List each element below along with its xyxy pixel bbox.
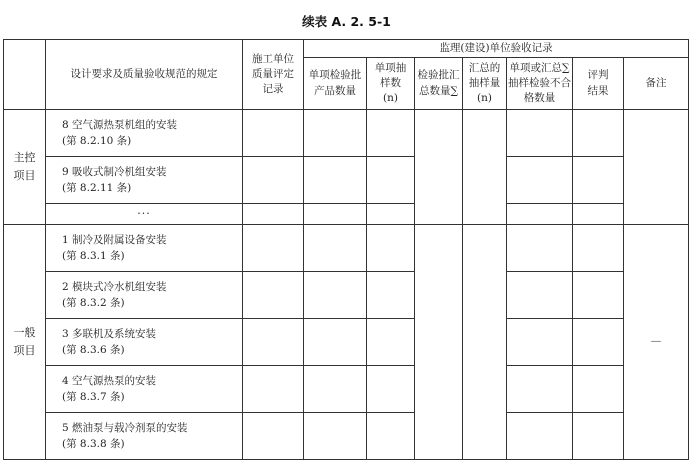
cell-contractor-eval[interactable]: [243, 366, 304, 413]
cell-contractor-eval[interactable]: [243, 157, 304, 204]
header-evaluation-result: 评判结果: [573, 58, 624, 110]
cell-unqualified-qty[interactable]: [507, 272, 573, 319]
cell-unqualified-qty[interactable]: [507, 204, 573, 225]
cell-contractor-eval[interactable]: [243, 110, 304, 157]
item-general-2: 2 模块式冷水机组安装 (第 8.3.2 条): [46, 272, 243, 319]
cell-single-sample-count[interactable]: [367, 225, 415, 272]
header-unqualified-qty: 单项或汇总∑抽样检验不合格数量: [507, 58, 573, 110]
header-supervision-group: 监理(建设)单位验收记录: [304, 40, 689, 58]
header-inspection-batch-total: 检验批汇总数量∑: [415, 58, 463, 110]
cell-single-batch-qty[interactable]: [304, 319, 367, 366]
cell-evaluation-result[interactable]: [573, 319, 624, 366]
header-design-requirements: 设计要求及质量验收规范的规定: [46, 40, 243, 110]
cell-evaluation-result[interactable]: [573, 157, 624, 204]
table-title: 续表 A. 2. 5-1: [302, 14, 391, 29]
cell-evaluation-result[interactable]: [573, 272, 624, 319]
remark-dash: —: [650, 335, 662, 348]
item-main-ellipsis: ···: [46, 204, 243, 225]
cell-single-sample-count[interactable]: [367, 204, 415, 225]
cell-single-sample-count[interactable]: [367, 413, 415, 460]
cell-unqualified-qty[interactable]: [507, 319, 573, 366]
cell-single-sample-count[interactable]: [367, 319, 415, 366]
corner-header-cell: [4, 40, 46, 110]
section-label-main-control: 主控项目: [4, 110, 46, 225]
cell-single-batch-qty[interactable]: [304, 272, 367, 319]
acceptance-record-table: [3, 39, 689, 460]
cell-evaluation-result[interactable]: [573, 110, 624, 157]
cell-contractor-eval[interactable]: [243, 319, 304, 366]
cell-contractor-eval[interactable]: [243, 413, 304, 460]
cell-unqualified-qty[interactable]: [507, 366, 573, 413]
item-general-1: 1 制冷及附属设备安装 (第 8.3.1 条): [46, 225, 243, 272]
cell-remarks-main[interactable]: [624, 110, 689, 225]
cell-batch-total-general[interactable]: [415, 225, 463, 460]
cell-single-batch-qty[interactable]: [304, 204, 367, 225]
item-general-5: 5 燃油泵与载冷剂泵的安装 (第 8.3.8 条): [46, 413, 243, 460]
cell-single-batch-qty[interactable]: [304, 110, 367, 157]
item-main-9: 9 吸收式制冷机组安装 (第 8.2.11 条): [46, 157, 243, 204]
cell-single-batch-qty[interactable]: [304, 366, 367, 413]
item-general-4: 4 空气源热泵的安装 (第 8.3.7 条): [46, 366, 243, 413]
cell-remarks-general[interactable]: [624, 225, 689, 460]
cell-single-batch-qty[interactable]: [304, 413, 367, 460]
cell-single-sample-count[interactable]: [367, 272, 415, 319]
cell-single-sample-count[interactable]: [367, 366, 415, 413]
item-general-3: 3 多联机及系统安装 (第 8.3.6 条): [46, 319, 243, 366]
header-single-sample-count: 单项抽样数(n): [367, 58, 415, 110]
cell-evaluation-result[interactable]: [573, 413, 624, 460]
cell-contractor-eval[interactable]: [243, 204, 304, 225]
header-remarks: 备注: [624, 58, 689, 110]
cell-total-sample-main[interactable]: [463, 110, 507, 225]
cell-contractor-eval[interactable]: [243, 272, 304, 319]
cell-contractor-eval[interactable]: [243, 225, 304, 272]
cell-evaluation-result[interactable]: [573, 366, 624, 413]
header-contractor-evaluation: 施工单位质量评定记录: [243, 40, 304, 110]
section-label-general: 一般项目: [4, 225, 46, 460]
cell-evaluation-result[interactable]: [573, 225, 624, 272]
cell-unqualified-qty[interactable]: [507, 225, 573, 272]
header-total-sample-qty: 汇总的抽样量(n): [463, 58, 507, 110]
item-main-8: 8 空气源热泵机组的安装 (第 8.2.10 条): [46, 110, 243, 157]
cell-total-sample-general[interactable]: [463, 225, 507, 460]
cell-unqualified-qty[interactable]: [507, 413, 573, 460]
cell-single-sample-count[interactable]: [367, 110, 415, 157]
cell-unqualified-qty[interactable]: [507, 110, 573, 157]
cell-single-batch-qty[interactable]: [304, 157, 367, 204]
header-single-batch-qty: 单项检验批产品数量: [304, 58, 367, 110]
cell-unqualified-qty[interactable]: [507, 157, 573, 204]
cell-evaluation-result[interactable]: [573, 204, 624, 225]
cell-single-sample-count[interactable]: [367, 157, 415, 204]
cell-batch-total-main[interactable]: [415, 110, 463, 225]
cell-single-batch-qty[interactable]: [304, 225, 367, 272]
